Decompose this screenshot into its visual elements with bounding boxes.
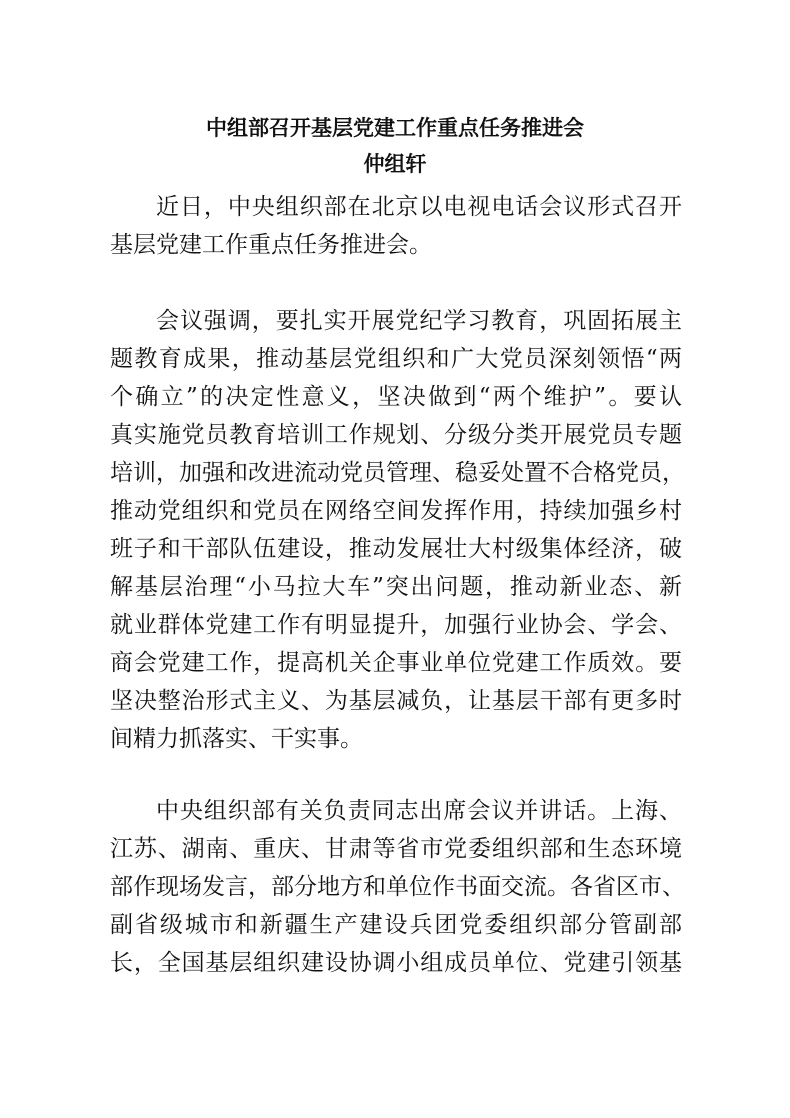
paragraph-line: 基层党建工作重点任务推进会。 (110, 232, 432, 258)
paragraph-line: 商会党建工作，提高机关企事业单位党建工作质效。要 (110, 650, 682, 676)
paragraph-line: 个确立”的决定性意义，坚决做到“两个维护”。要认 (110, 384, 682, 410)
paragraph-line: 会议强调，要扎实开展党纪学习教育，巩固拓展主 (156, 308, 682, 334)
paragraph-line: 江苏、湖南、重庆、甘肃等省市党委组织部和生态环境 (110, 836, 682, 862)
paragraph-line: 坚决整治形式主义、为基层减负，让基层干部有更多时 (110, 688, 682, 714)
paragraph-line: 长，全国基层组织建设协调小组成员单位、党建引领基 (110, 950, 682, 976)
paragraph-line: 部作现场发言，部分地方和单位作书面交流。各省区市、 (110, 874, 685, 900)
paragraph-1 (110, 188, 682, 264)
paragraph-line: 真实施党员教育培训工作规划、分级分类开展党员专题 (110, 422, 682, 448)
article-title: 中组部召开基层党建工作重点任务推进会 (206, 115, 584, 140)
paragraph-line: 班子和干部队伍建设，推动发展壮大村级集体经济，破 (110, 536, 682, 562)
paragraph-line: 间精力抓落实、干实事。 (110, 726, 363, 752)
paragraph-line: 近日，中央组织部在北京以电视电话会议形式召开 (156, 194, 682, 220)
paragraph-line: 推动党组织和党员在网络空间发挥作用，持续加强乡村 (110, 498, 682, 524)
paragraph-line: 中央组织部有关负责同志出席会议并讲话。上海、 (156, 798, 682, 824)
article-author: 仲组轩 (363, 151, 427, 176)
paragraph-line: 题教育成果，推动基层党组织和广大党员深刻领悟“两 (110, 346, 682, 372)
paragraph-line: 就业群体党建工作有明显提升，加强行业协会、学会、 (110, 612, 682, 638)
paragraph-3 (110, 792, 685, 982)
paragraph-line: 培训，加强和改进流动党员管理、稳妥处置不合格党员， (110, 460, 685, 486)
paragraph-line: 副省级城市和新疆生产建设兵团党委组织部分管副部 (110, 912, 682, 938)
paragraph-line: 解基层治理“小马拉大车”突出问题，推动新业态、新 (110, 574, 682, 600)
paragraph-2 (110, 302, 685, 758)
